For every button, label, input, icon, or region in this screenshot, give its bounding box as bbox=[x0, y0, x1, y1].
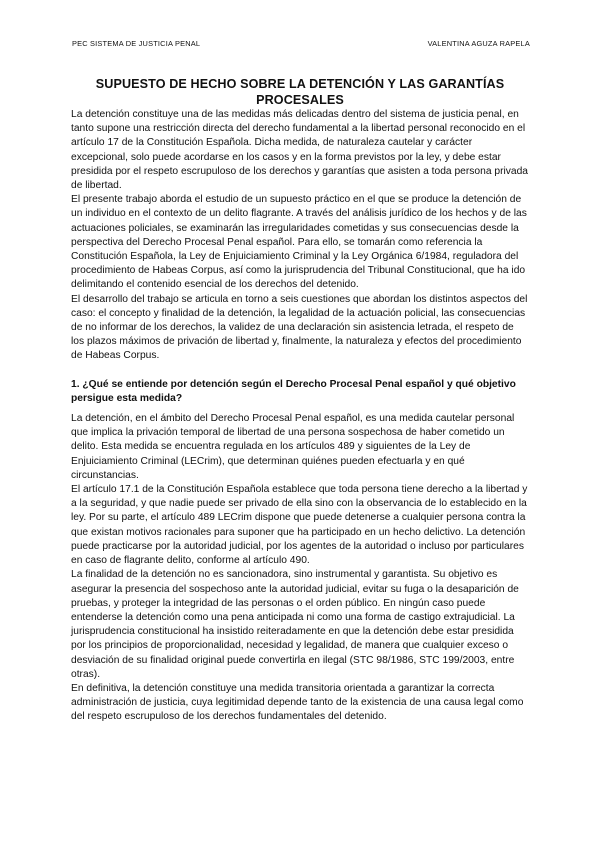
section-1-paragraph-1: La detención, en el ámbito del Derecho Procesal Penal español, es una medida cautelar personal que implica la privación temporal de libertad de una persona sospechosa de haber cometido un delito. Esta medida se encuentra regulada en los artículos 489 y siguientes de la Ley de Enjuiciamiento Criminal (LECrim), que determinan quiénes pueden efectuarla y en qué circunstancias. bbox=[71, 413, 515, 481]
document-body bbox=[71, 76, 529, 725]
header-course-title: PEC SISTEMA DE JUSTICIA PENAL bbox=[72, 39, 201, 48]
intro-paragraph-3: El desarrollo del trabajo se articula en torno a seis cuestiones que abordan los distintos aspectos del caso: el concepto y finalidad de la detención, la legalidad de la actuación policial, las consecuencias de no informar de los derechos, la validez de una declaración sin asistencia letrada, el respeto de los plazos máximos de privación de libertad y, finalmente, la naturaleza y efectos del procedimiento de Habeas Corpus. bbox=[71, 293, 528, 362]
document-title: SUPUESTO DE HECHO SOBRE LA DETENCIÓN Y LAS GARANTÍAS PROCESALES bbox=[95, 77, 505, 107]
section-1-paragraph-3: La finalidad de la detención no es sancionadora, sino instrumental y garantista. Su objetivo es asegurar la presencia del sospechoso ante la autoridad judicial, evitar su fuga o la desaparición de pruebas, y proteger la integridad de las personas o el orden público. En ningún caso puede entenderse la detención como una pena anticipada ni como una forma de castigo extrajudicial. La jurisprudencia constitucional ha insistido reiteradamente en que la detención debe estar presidida por los principios de proporcionalidad, necesidad y legalidad, de manera que cualquier exceso o desviación de su finalidad original puede convertirla en ilegal (STC 98/1986, STC 199/2003, entre otras). bbox=[71, 569, 519, 680]
section-1-paragraph-2: El artículo 17.1 de la Constitución Española establece que toda persona tiene derecho a la libertad y a la seguridad, y que nadie puede ser privado de ella sino con la observancia de lo establecido en la ley. Por su parte, el artículo 489 LECrim dispone que puede detenerse a cualquier persona contra la que existan motivos racionales para suponer que ha participado en un hecho delictivo. La detención puede practicarse por la autoridad judicial, por los agentes de la autoridad o incluso por particulares en caso de flagrante delito, conforme al artículo 490. bbox=[71, 484, 528, 567]
section-1-heading: 1. ¿Qué se entiende por detención según el Derecho Procesal Penal español y qué objetivo persigue esta medida? bbox=[71, 378, 516, 404]
section-1-paragraph-4: En definitiva, la detención constituye una medida transitoria orientada a garantizar la correcta administración de justicia, cuya legitimidad depende tanto de la existencia de una causa legal como del respeto escrupuloso de los derechos fundamentales del detenido. bbox=[71, 682, 524, 723]
intro-paragraph-1: La detención constituye una de las medidas más delicadas dentro del sistema de justicia penal, en tanto supone una restricción directa del derecho fundamental a la libertad personal reconocido en el artículo 17 de la Constitución Española. Dicha medida, de naturaleza cautelar y carácter excepcional, solo puede acordarse en los casos y en la forma previstos por la ley, y debe estar presidida por el respeto escrupuloso de los derechos y garantías que asisten a toda persona privada de libertad. bbox=[71, 109, 528, 192]
intro-paragraph-2: El presente trabajo aborda el estudio de un supuesto práctico en el que se produce la detención de un individuo en el contexto de un delito flagrante. A través del análisis jurídico de los hechos y de las actuaciones policiales, se examinarán las irregularidades cometidas y sus consecuencias desde la perspectiva del Derecho Procesal Penal español. Para ello, se tomarán como referencia la Constitución Española, la Ley de Enjuiciamiento Criminal y la Ley Orgánica 6/1984, reguladora del procedimiento de Habeas Corpus, así como la jurisprudencia del Tribunal Constitucional, que ha ido delimitando el contenido esencial de los derechos del detenido. bbox=[71, 194, 527, 291]
header-author-name: VALENTINA AGUZA RAPELA bbox=[427, 39, 530, 48]
section-spacer bbox=[71, 364, 529, 378]
